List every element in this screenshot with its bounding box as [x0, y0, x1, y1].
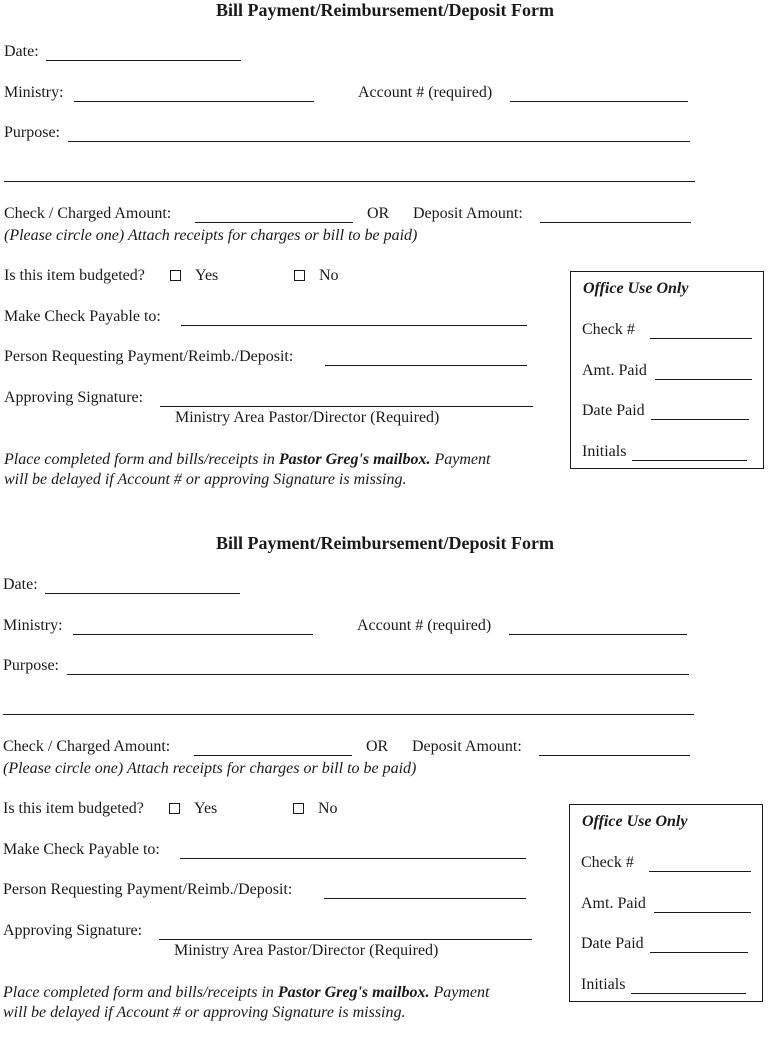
- payable-field[interactable]: [180, 858, 526, 859]
- office-check-field[interactable]: [650, 338, 752, 339]
- form-2: [0, 533, 770, 1045]
- payable-field[interactable]: [181, 325, 527, 326]
- ministry-field[interactable]: [73, 634, 313, 635]
- office-amt-field[interactable]: [655, 379, 752, 380]
- approving-label: Approving Signature:: [4, 389, 144, 406]
- requesting-field[interactable]: [324, 898, 526, 899]
- account-label: Account # (required): [357, 617, 492, 634]
- ministry-label: Ministry:: [3, 617, 63, 634]
- office-use-box: [569, 804, 763, 1002]
- payable-label: Make Check Payable to:: [3, 841, 160, 858]
- approving-label: Approving Signature:: [3, 922, 143, 939]
- requesting-label: Person Requesting Payment/Reimb./Deposit:: [3, 881, 293, 898]
- form-1: [0, 0, 770, 512]
- purpose-field-line-2[interactable]: [3, 714, 694, 715]
- approving-sub-label: Ministry Area Pastor/Director (Required): [175, 409, 440, 426]
- requesting-label: Person Requesting Payment/Reimb./Deposit:: [4, 348, 294, 365]
- or-label: OR: [367, 205, 390, 222]
- office-initials-label: Initials: [582, 443, 627, 460]
- circle-note: (Please circle one) Attach receipts for charges or bill to be paid): [4, 227, 418, 244]
- no-label: No: [319, 267, 339, 284]
- office-amt-label: Amt. Paid: [581, 895, 646, 912]
- office-check-label: Check #: [582, 321, 635, 338]
- account-field[interactable]: [510, 101, 688, 102]
- place-text-bold: Pastor Greg's mailbox.: [278, 451, 431, 468]
- delay-warning: will be delayed if Account # or approving Signature is missing.: [4, 471, 407, 488]
- place-text-1: Place completed form and bills/receipts in: [3, 984, 278, 1001]
- check-amount-label: Check / Charged Amount:: [4, 205, 172, 222]
- office-amt-field[interactable]: [654, 912, 751, 913]
- payable-label: Make Check Payable to:: [4, 308, 161, 325]
- purpose-field-line-2[interactable]: [4, 181, 695, 182]
- office-initials-field[interactable]: [632, 460, 747, 461]
- office-header: Office Use Only: [582, 813, 688, 830]
- purpose-field[interactable]: [68, 141, 690, 142]
- delay-warning: will be delayed if Account # or approving Signature is missing.: [3, 1004, 406, 1021]
- purpose-field[interactable]: [67, 674, 689, 675]
- place-instruction: [3, 984, 489, 1002]
- deposit-label: Deposit Amount:: [413, 205, 523, 222]
- office-initials-label: Initials: [581, 976, 626, 993]
- office-header: Office Use Only: [583, 280, 689, 297]
- form-title: Bill Payment/Reimbursement/Deposit Form: [216, 533, 554, 553]
- yes-label: Yes: [195, 267, 219, 284]
- form-title: Bill Payment/Reimbursement/Deposit Form: [216, 0, 554, 20]
- no-checkbox[interactable]: [293, 803, 304, 814]
- office-date-label: Date Paid: [581, 935, 644, 952]
- place-text-bold: Pastor Greg's mailbox.: [277, 984, 430, 1001]
- office-date-field[interactable]: [651, 419, 749, 420]
- place-text-2: Payment: [429, 984, 490, 1001]
- check-amount-field[interactable]: [194, 755, 352, 756]
- yes-checkbox[interactable]: [170, 270, 181, 281]
- office-check-field[interactable]: [649, 871, 751, 872]
- date-label: Date:: [4, 43, 39, 60]
- deposit-field[interactable]: [540, 222, 691, 223]
- budgeted-label: Is this item budgeted?: [3, 800, 144, 817]
- ministry-field[interactable]: [74, 101, 314, 102]
- date-field[interactable]: [46, 60, 241, 61]
- requesting-field[interactable]: [325, 365, 527, 366]
- place-text-2: Payment: [430, 451, 491, 468]
- office-date-label: Date Paid: [582, 402, 645, 419]
- check-amount-label: Check / Charged Amount:: [3, 738, 171, 755]
- yes-checkbox[interactable]: [169, 803, 180, 814]
- date-field[interactable]: [45, 593, 240, 594]
- office-check-label: Check #: [581, 854, 634, 871]
- approving-signature-field[interactable]: [159, 939, 532, 940]
- deposit-label: Deposit Amount:: [412, 738, 522, 755]
- office-amt-label: Amt. Paid: [582, 362, 647, 379]
- office-use-box: [570, 271, 764, 469]
- purpose-label: Purpose:: [3, 657, 59, 674]
- date-label: Date:: [3, 576, 38, 593]
- circle-note: (Please circle one) Attach receipts for charges or bill to be paid): [3, 760, 417, 777]
- budgeted-label: Is this item budgeted?: [4, 267, 145, 284]
- office-date-field[interactable]: [650, 952, 748, 953]
- office-initials-field[interactable]: [631, 993, 746, 994]
- or-label: OR: [366, 738, 389, 755]
- approving-signature-field[interactable]: [160, 406, 533, 407]
- approving-sub-label: Ministry Area Pastor/Director (Required): [174, 942, 439, 959]
- deposit-field[interactable]: [539, 755, 690, 756]
- account-label: Account # (required): [358, 84, 493, 101]
- yes-label: Yes: [194, 800, 218, 817]
- account-field[interactable]: [509, 634, 687, 635]
- no-checkbox[interactable]: [294, 270, 305, 281]
- purpose-label: Purpose:: [4, 124, 60, 141]
- no-label: No: [318, 800, 338, 817]
- ministry-label: Ministry:: [4, 84, 64, 101]
- place-text-1: Place completed form and bills/receipts in: [4, 451, 279, 468]
- check-amount-field[interactable]: [195, 222, 353, 223]
- place-instruction: [4, 451, 490, 469]
